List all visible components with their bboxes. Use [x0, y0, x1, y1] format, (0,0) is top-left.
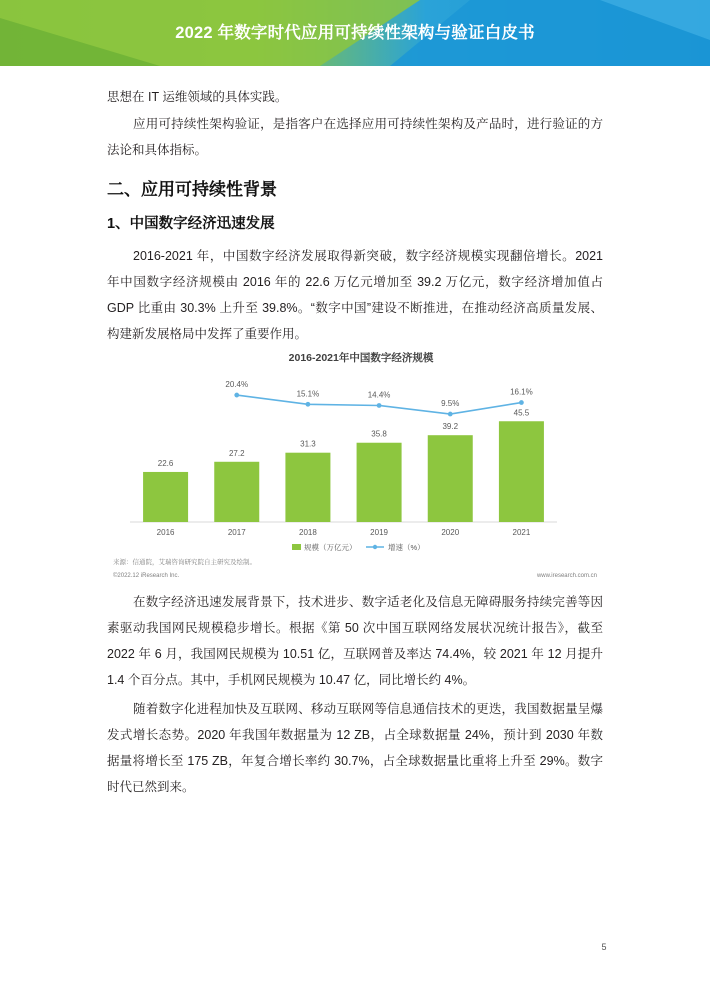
paragraph-line: 应用可持续性架构验证，是指客户在选择应用可持续性架构及产品时，进行验证的方 [133, 117, 603, 131]
x-tick-label: 2017 [227, 528, 246, 537]
paragraph-line: 时代已然到来。 [107, 780, 195, 794]
paragraph-line: 构建新发展格局中发挥了重要作用。 [107, 327, 308, 341]
bar-2018 [285, 453, 330, 522]
paragraph-line: 在数字经济迅速发展背景下，技术进步、数字适老化及信息无障碍服务持续完善等因 [133, 595, 603, 609]
paragraph-line: 素驱动我国网民规模稳步增长。根据《第 50 次中国互联网络发展状况统计报告》，截至 [107, 621, 603, 635]
header-title: 2022 年数字时代应用可持续性架构与验证白皮书 [175, 24, 535, 42]
paragraph-line: 年中国数字经济规模由 2016 年的 22.6 万亿元增加至 39.2 万亿元，数字经济增加值占 [107, 275, 603, 289]
bar-2019 [357, 443, 402, 522]
bar-2017 [214, 462, 259, 522]
chart-copyright: ©2022.12 iResearch Inc. [113, 573, 180, 579]
paragraph-line: 据量将增长至 175 ZB，年复合增长率约 30.7%，占全球数据量比重将上升至 29%。数字 [107, 754, 603, 768]
legend-line-marker [373, 545, 377, 549]
x-tick-label: 2016 [156, 528, 175, 537]
bar-2016 [143, 472, 188, 522]
economy-scale-chart [100, 345, 610, 590]
x-tick-label: 2021 [512, 528, 531, 537]
page-number: 5 [601, 942, 607, 952]
bar-value-label: 39.2 [442, 422, 459, 432]
growth-rate-point [519, 400, 524, 405]
bar-value-label: 35.8 [371, 429, 387, 439]
growth-rate-point [377, 403, 382, 408]
paragraph-line: 2016-2021 年，中国数字经济发展取得新突破，数字经济规模实现翻倍增长。2021 [133, 249, 603, 263]
x-tick-label: 2019 [370, 528, 388, 537]
paragraph-line: 随着数字化进程加快及互联网、移动互联网等信息通信技术的更迭，我国数据量呈爆 [133, 702, 603, 716]
paragraph-line: 1.4 个百分点。其中，手机网民规模为 10.47 亿，同比增长约 4%。 [107, 673, 476, 687]
growth-rate-label: 16.1% [510, 387, 533, 397]
bar-value-label: 27.2 [228, 448, 245, 458]
bar-value-label: 45.5 [513, 408, 530, 418]
growth-rate-label: 9.5% [441, 399, 460, 409]
chart-legend [292, 542, 425, 552]
bar-2020 [428, 435, 473, 522]
growth-rate-label: 15.1% [296, 389, 320, 399]
bar-value-label: 22.6 [157, 458, 174, 468]
growth-rate-point [306, 402, 311, 407]
legend-bar-swatch [292, 544, 301, 550]
growth-rate-label: 14.4% [367, 390, 391, 400]
subsection-heading: 1、中国数字经济迅速发展 [107, 216, 275, 232]
bar-value-label: 31.3 [300, 439, 316, 449]
paragraph-line: 2022 年 6 月，我国网民规模为 10.51 亿，互联网普及率达 74.4%，较 2021 年 12 月提升 [107, 647, 603, 661]
paragraph-line: 思想在 IT 运维领域的具体实践。 [107, 90, 288, 104]
growth-rate-point [448, 412, 453, 417]
x-tick-label: 2018 [299, 528, 317, 537]
section-heading: 二、应用可持续性背景 [107, 180, 277, 199]
x-tick-label: 2020 [441, 528, 460, 537]
chart-website: www.iresearch.com.cn [536, 573, 597, 579]
chart-plot [130, 380, 557, 537]
paragraph-line: 发式增长态势。2020 年我国年数据量为 12 ZB，占全球数据量 24%，预计到 2030 年数 [107, 728, 603, 742]
bar-2021 [499, 421, 544, 522]
legend-bar-label: 规模（万亿元） [304, 543, 357, 552]
paragraph-line: 法论和具体指标。 [107, 143, 208, 157]
growth-rate-label: 20.4% [225, 380, 249, 390]
legend-line-label: 增速（%） [388, 543, 425, 552]
chart-title: 2016-2021年中国数字经济规模 [288, 352, 434, 364]
chart-source: 来源：信通院，艾瑞咨询研究院自主研究及绘制。 [113, 559, 256, 566]
growth-rate-point [234, 393, 239, 398]
paragraph-line: GDP 比重由 30.3% 上升至 39.8%。“数字中国”建设不断推进，在推动经济高质量发展、 [107, 301, 603, 315]
